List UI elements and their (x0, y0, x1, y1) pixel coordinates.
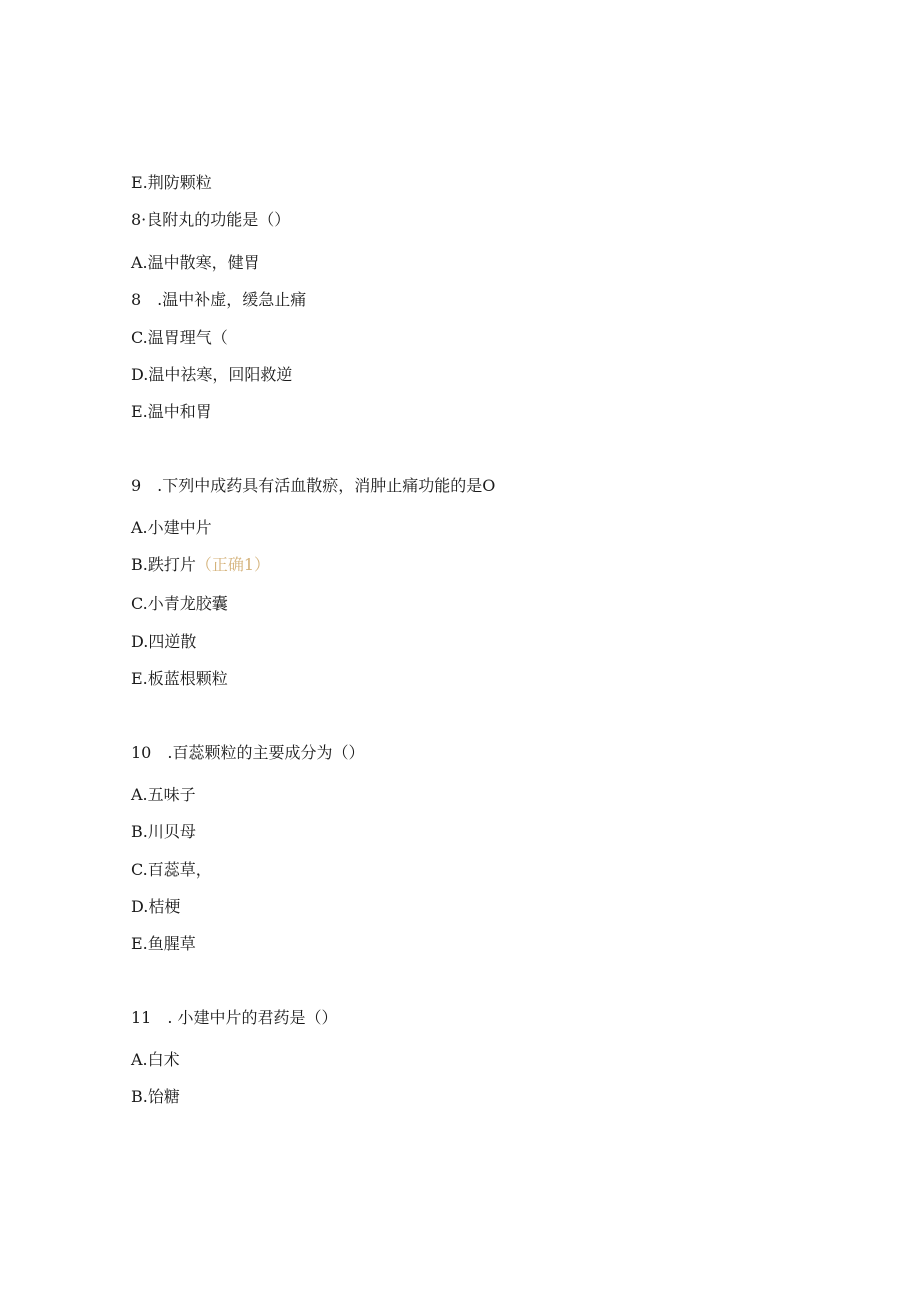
q11-option-a: A.白术 (131, 1050, 180, 1069)
correct-answer-note: （正确1） (195, 555, 271, 574)
q9-option-e: E.板蓝根颗粒 (131, 669, 228, 688)
q9-option-b (131, 555, 270, 575)
q10-option-e: E.鱼腥草 (131, 934, 196, 953)
q9-option-c: C.小青龙胶囊 (131, 594, 228, 613)
q8-option-b: 8 .温中补虚，缓急止痛 (131, 290, 307, 309)
q10-option-c: C.百蕊草， (131, 860, 212, 879)
q10-option-d: D.桔梗 (131, 897, 181, 916)
q7-option-e: E.荆防颗粒 (131, 173, 212, 192)
q9-option-b-text: B.跌打片 (131, 555, 196, 574)
q9-option-a: A.小建中片 (131, 518, 212, 537)
q11-question: 11 . 小建中片的君药是（） (131, 1008, 338, 1027)
q8-option-a: A.温中散寒，健胃 (131, 253, 260, 272)
q8-option-c: C.温胃理气（ (131, 328, 228, 347)
q10-question: 10 .百蕊颗粒的主要成分为（） (131, 743, 365, 762)
q10-option-b: B.川贝母 (131, 822, 196, 841)
q9-question: 9 .下列中成药具有活血散瘀，消肿止痛功能的是O (131, 476, 496, 495)
q8-option-d: D.温中祛寒，回阳救逆 (131, 365, 293, 384)
q8-option-e: E.温中和胃 (131, 402, 212, 421)
q11-option-b: B.饴糖 (131, 1087, 180, 1106)
q8-question: 8·良附丸的功能是（） (131, 210, 291, 229)
q10-option-a: A.五味子 (131, 785, 196, 804)
q9-option-d: D.四逆散 (131, 632, 197, 651)
